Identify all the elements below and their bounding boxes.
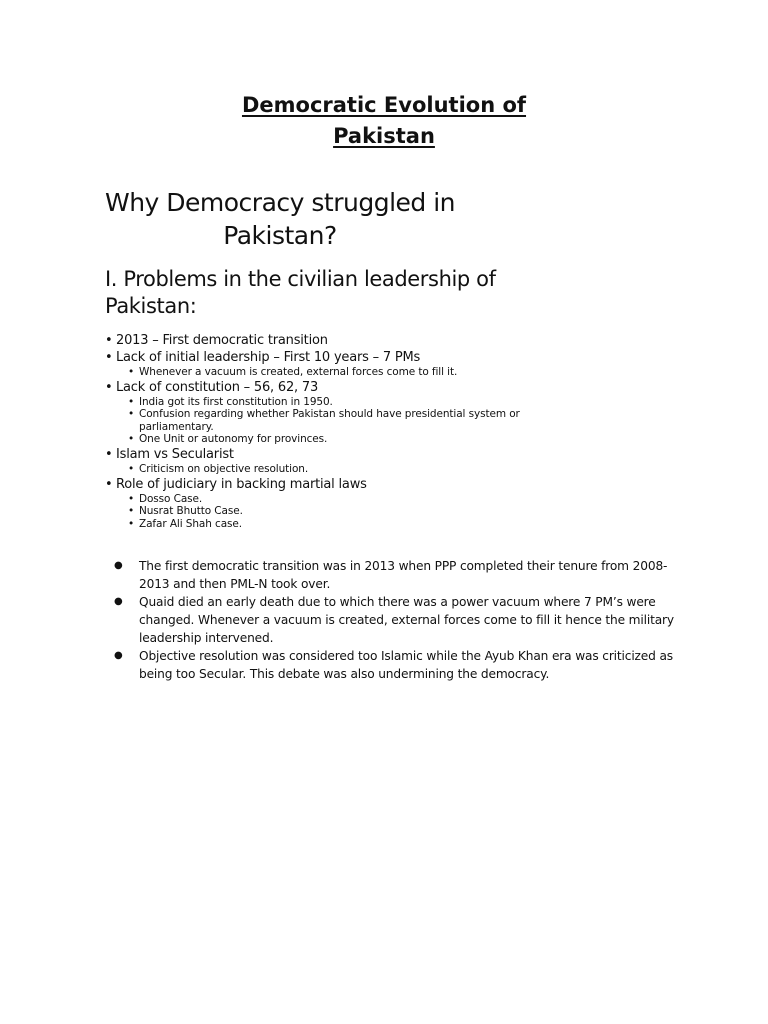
slide-subbullet: • Zafar Ali Shah case.: [128, 518, 565, 531]
slide-bullet: [105, 446, 565, 476]
slide-bullet: [105, 476, 565, 531]
slide-heading-line: Pakistan?: [223, 221, 337, 250]
note-item: ● Objective resolution was considered too Islamic while the Ayub Khan era was criticized as being too Secular. This debate was also undermining the democracy.: [114, 647, 674, 683]
slide-heading-line: Why Democracy struggled in: [104, 188, 456, 217]
slide-subbullet: • One Unit or autonomy for provinces.: [128, 433, 565, 446]
slide-subheading-line: I. Problems in the civilian leadership of: [105, 267, 496, 291]
slide-bullet-text: 2013 – First democratic transition: [116, 333, 328, 348]
document-title-line: Pakistan: [333, 124, 435, 148]
slide-heading: [100, 186, 460, 252]
note-item: ● Quaid died an early death due to which there was a power vacuum where 7 PM’s were changed. Whenever a vacuum is created, external forces come to fill it hence the military leadership intervened.: [114, 593, 674, 647]
slide-bullet-text: Lack of initial leadership – First 10 years – 7 PMs: [116, 350, 421, 365]
slide-subbullet-list: [116, 396, 565, 446]
note-item: ● The first democratic transition was in 2013 when PPP completed their tenure from 2008-2013 and then PML-N took over.: [114, 557, 674, 593]
document-title: [0, 90, 768, 152]
slide-bullet: [105, 332, 565, 349]
slide-subbullet: • Whenever a vacuum is created, external forces come to fill it.: [128, 366, 565, 379]
slide-subbullet: • Criticism on objective resolution.: [128, 463, 565, 476]
slide-bullet-list: [105, 332, 565, 530]
slide-subbullet-list: [116, 463, 565, 476]
slide-bullet: [105, 379, 565, 446]
slide-subbullet-list: [116, 366, 565, 379]
slide-bullet: [105, 349, 565, 379]
slide-subbullet: • Dosso Case.: [128, 493, 565, 506]
slide-subheading-line: Pakistan:: [105, 294, 197, 318]
slide-subbullet: • Confusion regarding whether Pakistan should have presidential system or parliamentary.: [128, 408, 565, 433]
slide-subbullet: • Nusrat Bhutto Case.: [128, 505, 565, 518]
document-title-line: Democratic Evolution of: [241, 93, 527, 117]
slide-subbullet-list: [116, 493, 565, 531]
slide-bullet-text: Islam vs Secularist: [116, 446, 234, 462]
notes-list: [114, 557, 674, 683]
slide-subbullet: • India got its first constitution in 1950.: [128, 396, 565, 409]
slide-bullet-text: Lack of constitution – 56, 62, 73: [116, 379, 319, 395]
embedded-slide: [100, 186, 570, 551]
slide-bullet-text: Role of judiciary in backing martial laws: [116, 476, 367, 492]
slide-subheading: [105, 266, 565, 320]
